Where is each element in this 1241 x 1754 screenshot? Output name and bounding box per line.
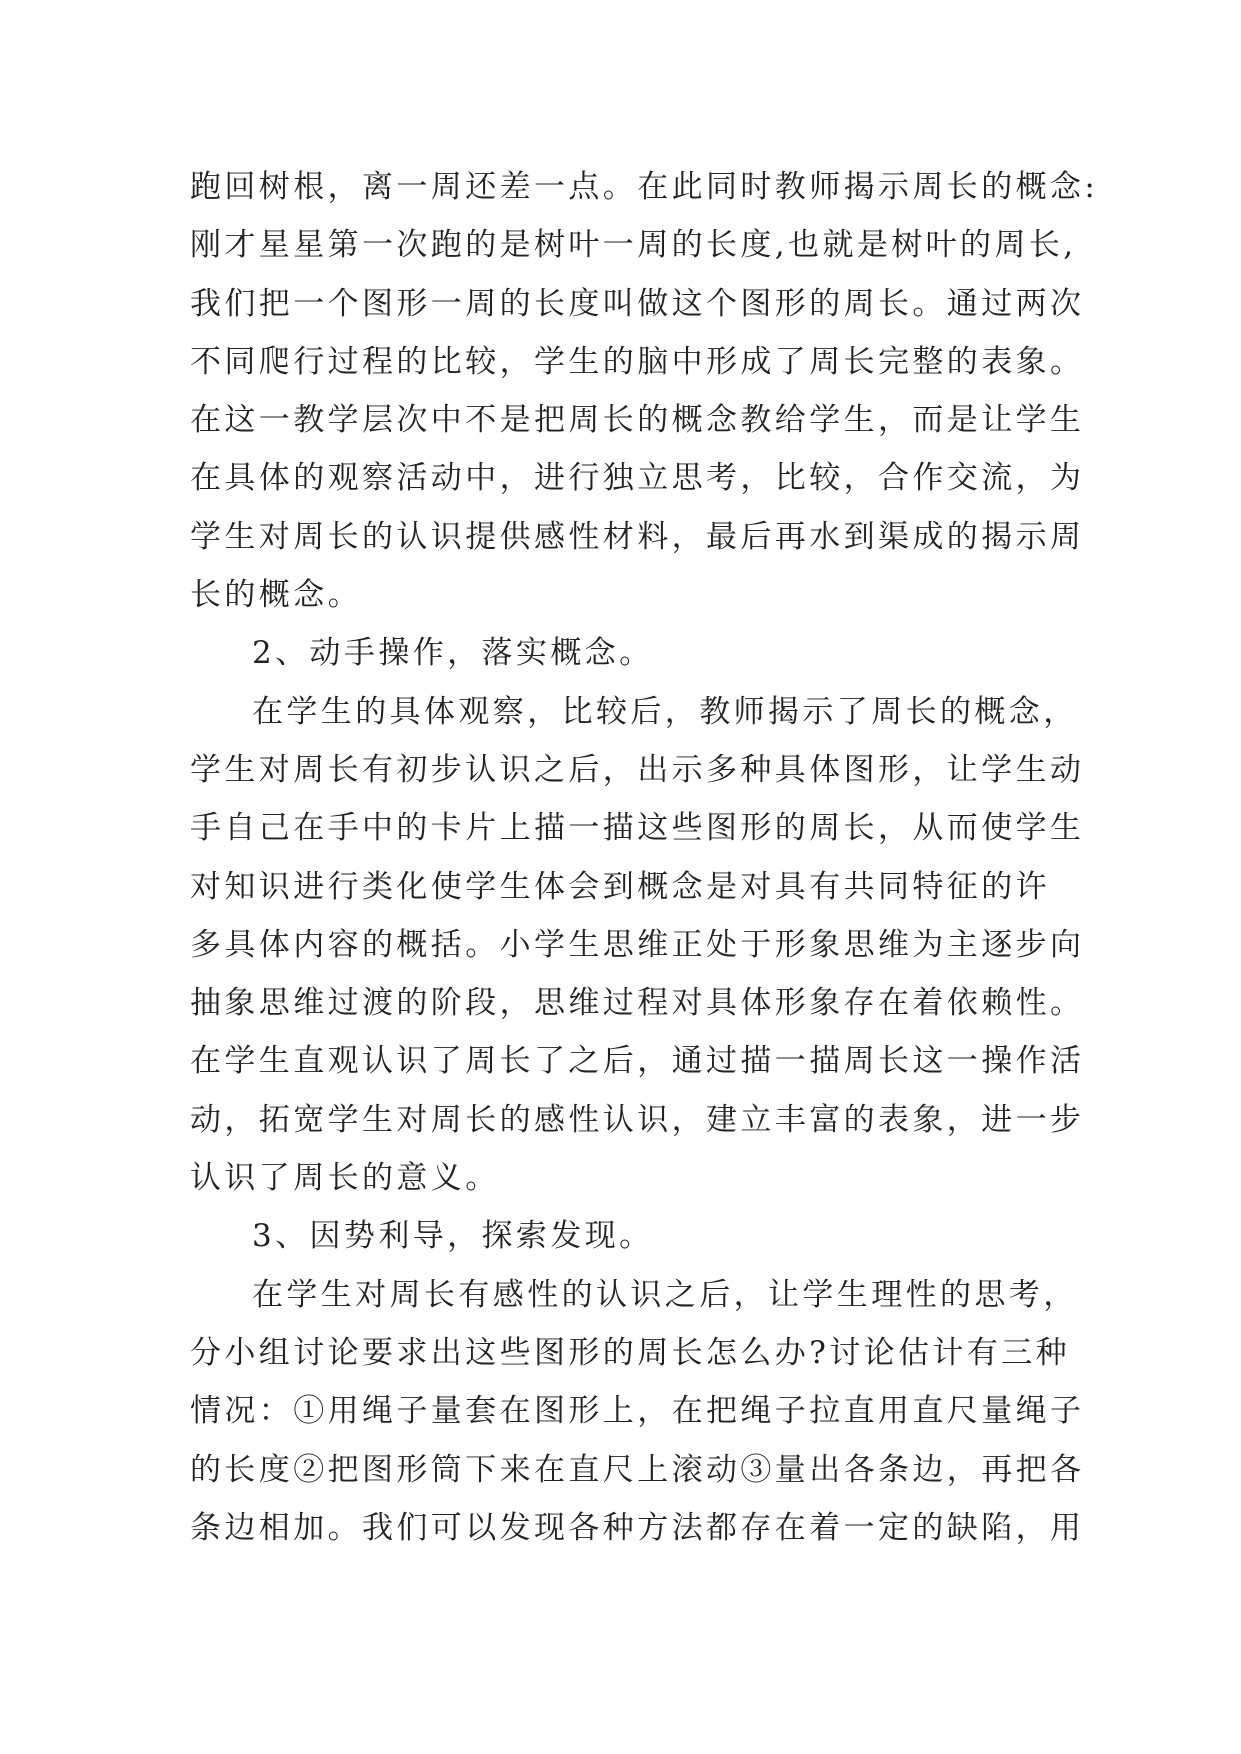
body-text xyxy=(190,158,1099,1557)
text-line: 条边相加。我们可以发现各种方法都存在着一定的缺陷，用 xyxy=(190,1509,1085,1546)
text-line: 3、因势利导，探索发现。 xyxy=(252,1218,654,1255)
text-line: 情况：①用绳子量套在图形上，在把绳子拉直用直尺量绳子 xyxy=(190,1393,1085,1430)
text-line: 手自己在手中的卡片上描一描这些图形的周长，从而使学生 xyxy=(190,810,1085,847)
text-line: 不同爬行过程的比较，学生的脑中形成了周长完整的表象。 xyxy=(190,343,1085,380)
text-line: 在学生对周长有感性的认识之后，让学生理性的思考， xyxy=(252,1276,1078,1313)
text-line: 学生对周长有初步认识之后，出示多种具体图形，让学生动 xyxy=(190,751,1085,788)
text-line: 认识了周长的意义。 xyxy=(190,1160,500,1197)
text-line: 我们把一个图形一周的长度叫做这个图形的周长。通过两次 xyxy=(190,285,1085,322)
text-line: 长的概念。 xyxy=(190,577,362,614)
text-line: 在具体的观察活动中，进行独立思考，比较，合作交流，为 xyxy=(190,460,1085,497)
text-line: 多具体内容的概括。小学生思维正处于形象思维为主逐步向 xyxy=(190,926,1085,963)
text-line: 2、动手操作，落实概念。 xyxy=(252,635,654,672)
text-line: 分小组讨论要求出这些图形的周长怎么办?讨论估计有三种 xyxy=(190,1334,1071,1371)
text-line: 抽象思维过渡的阶段，思维过程对具体形象存在着依赖性。 xyxy=(190,985,1085,1022)
text-line: 在学生直观认识了周长了之后，通过描一描周长这一操作活 xyxy=(190,1043,1085,1080)
text-line: 在学生的具体观察，比较后，教师揭示了周长的概念， xyxy=(252,693,1078,730)
text-line: 动，拓宽学生对周长的感性认识，建立丰富的表象，进一步 xyxy=(190,1101,1085,1138)
text-line: 的长度②把图形筒下来在直尺上滚动③量出各条边，再把各 xyxy=(190,1451,1085,1488)
text-line: 学生对周长的认识提供感性材料，最后再水到渠成的揭示周 xyxy=(190,518,1085,555)
text-line: 在这一教学层次中不是把周长的概念教给学生，而是让学生 xyxy=(190,402,1085,439)
text-line: 刚才星星第一次跑的是树叶一周的长度,也就是树叶的周长, xyxy=(190,227,1077,264)
text-line: 跑回树根，离一周还差一点。在此同时教师揭示周长的概念: xyxy=(190,169,1099,205)
text-line: 对知识进行类化使学生体会到概念是对具有共同特征的许 xyxy=(190,868,1050,905)
